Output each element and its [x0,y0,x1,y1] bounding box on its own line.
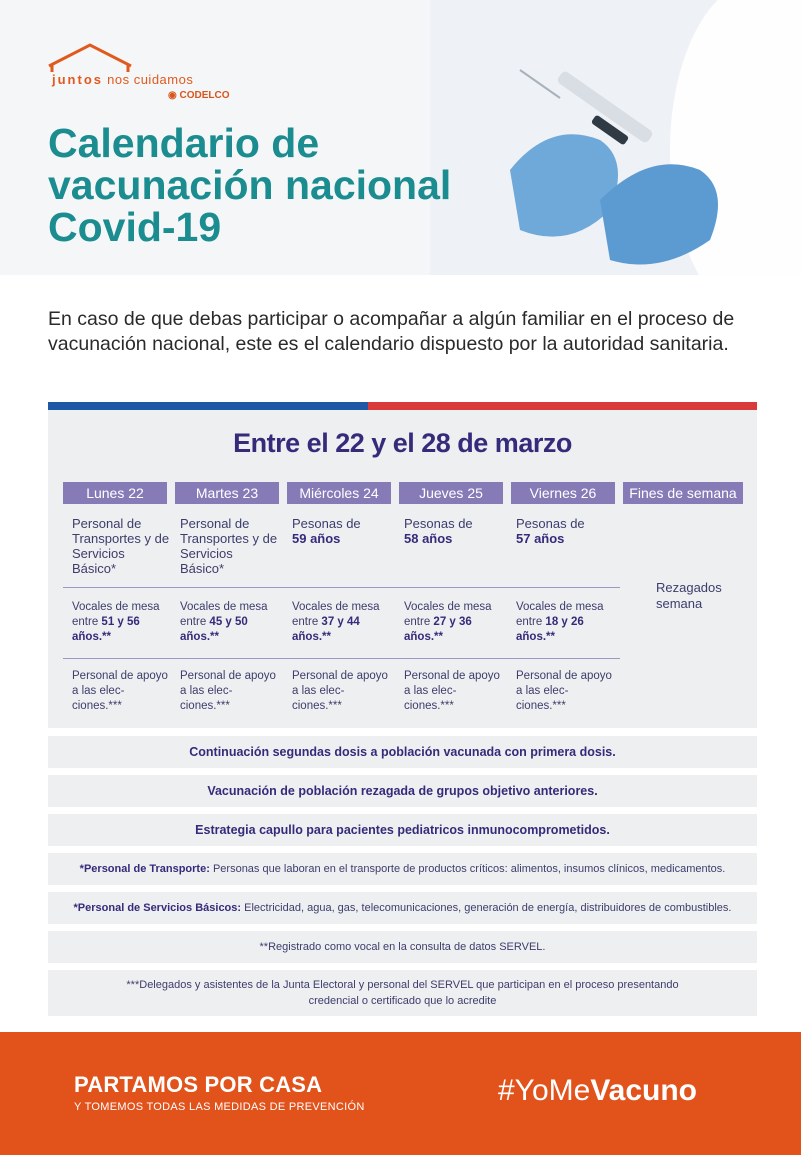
row1-monday: Personal de Transportes y de Servicios Básico* [72,516,170,576]
hashtag: #YoMeVacuno [498,1074,698,1107]
day-header-thursday: Jueves 25 [399,482,503,504]
note-servel-registration: **Registrado como vocal en la consulta de datos SERVEL. [48,931,757,963]
note-lagging-population: Vacunación de población rezagada de grupos objetivo anteriores. [48,775,757,807]
note-cocoon-strategy: Estrategia capullo para pacientes pediatricos inmunocomprometidos. [48,814,757,846]
row2-tuesday: Vocales de mesa entre 45 y 50 años.** [180,601,268,643]
row1-thursday: Pesonas de 58 años [404,516,473,546]
row-divider [63,587,620,588]
page-title: Calendario de vacunación nacional Covid-19 [48,120,452,250]
row3-tuesday: Personal de apoyo a las elec-ciones.*** [180,670,276,712]
row1-tuesday: Personal de Transportes y de Servicios Básico* [180,516,278,576]
day-header-tuesday: Martes 23 [175,482,279,504]
day-header-wednesday: Miércoles 24 [287,482,391,504]
brand-tagline: juntos nos cuidamos [52,72,194,87]
note-second-doses: Continuación segundas dosis a población vacunada con primera dosis. [48,736,757,768]
note-basic-services-definition: *Personal de Servicios Básicos: Electricidad, agua, gas, telecomunicaciones, generación de energía, distribuidores de combustibles. [48,892,757,924]
company-logo: ◉ CODELCO [168,90,230,101]
footer-headline: PARTAMOS POR CASA [74,1072,323,1097]
row1-wednesday: Pesonas de 59 años [292,516,361,546]
row3-thursday: Personal de apoyo a las elec-ciones.*** [404,670,500,712]
note-transport-definition: *Personal de Transporte: Personas que laboran en el transporte de productos críticos: alimentos, insumos clínicos, medicamentos. [48,853,757,885]
row2-thursday: Vocales de mesa entre 27 y 36 años.** [404,601,492,643]
day-header-monday: Lunes 22 [63,482,167,504]
note-electoral-staff: ***Delegados y asistentes de la Junta Electoral y personal del SERVEL que participan en el proceso presentando credencial o certificado que lo acredite [48,970,757,1016]
footer-subline: Y TOMEMOS TODAS LAS MEDIDAS DE PREVENCIÓN [74,1101,365,1113]
row3-wednesday: Personal de apoyo a las elec-ciones.*** [292,670,388,712]
row3-friday: Personal de apoyo a las elec-ciones.*** [516,670,612,712]
weekend-cell: Rezagados semana [656,580,722,611]
row-divider [63,658,620,659]
row2-wednesday: Vocales de mesa entre 37 y 44 años.** [292,601,380,643]
intro-paragraph: En caso de que debas participar o acompañar a algún familiar en el proceso de vacunación nacional, este es el calendario dispuesto por la autoridad sanitaria. [48,308,735,355]
flag-bar-red [368,402,757,410]
flag-bar-blue [48,402,368,410]
day-header-friday: Viernes 26 [511,482,615,504]
week-title: Entre el 22 y el 28 de marzo [233,428,572,458]
row2-friday: Vocales de mesa entre 18 y 26 años.** [516,601,604,643]
day-header-weekend: Fines de semana [623,482,743,504]
company-emblem-icon: ◉ [168,90,180,101]
row2-monday: Vocales de mesa entre 51 y 56 años.** [72,601,160,643]
row3-monday: Personal de apoyo a las elec-ciones.*** [72,670,168,712]
row1-friday: Pesonas de 57 años [516,516,585,546]
